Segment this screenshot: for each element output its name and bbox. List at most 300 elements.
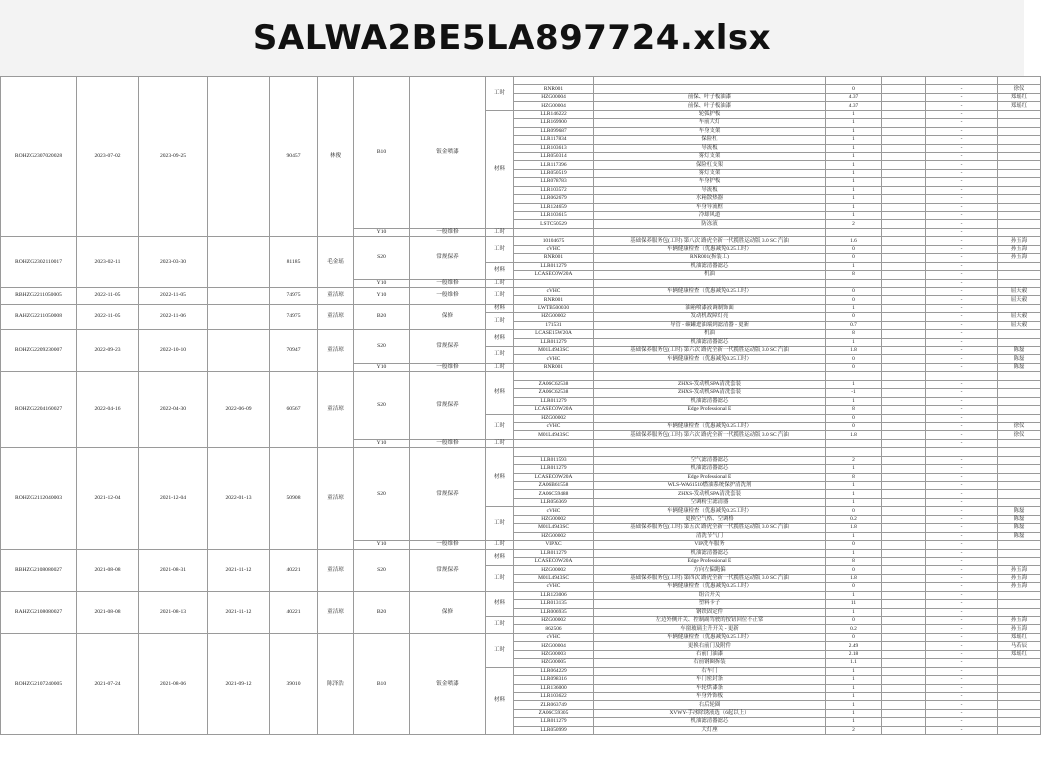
blank-cell[interactable] [882,110,926,118]
item-kind-cell[interactable]: 工时 [486,617,514,634]
blank-cell[interactable] [882,321,926,329]
item-description-cell[interactable]: XVWY-手冰除锈液选（6起以上） [594,709,826,717]
item-code-cell[interactable]: LLR098316 [514,676,594,684]
dash-cell[interactable]: - [926,566,998,574]
dash-cell[interactable]: - [926,726,998,734]
item-description-cell[interactable]: 导管 - 碳罐进油端到滤清器 - 更新 [594,321,826,329]
quantity-cell[interactable] [826,228,882,236]
technician-cell[interactable] [998,718,1041,726]
technician-cell[interactable] [998,406,1041,414]
item-kind-cell[interactable]: 工时 [486,313,514,330]
technician-cell[interactable] [998,271,1041,279]
dash-cell[interactable]: - [926,237,998,245]
dash-cell[interactable]: - [926,254,998,262]
blank-cell[interactable] [882,439,926,447]
item-code-cell[interactable]: ZA06C59488 [514,490,594,498]
item-code-cell[interactable]: cVHC [514,287,594,295]
invoice-date-cell[interactable] [208,304,270,329]
quantity-cell[interactable]: 1 [826,262,882,270]
item-code-cell[interactable]: RNR001 [514,296,594,304]
date-in-cell[interactable]: 2021-07-24 [77,633,139,734]
advisor-cell[interactable]: 童洁琼 [318,304,354,329]
technician-cell[interactable]: 郑瑶红 [998,102,1041,110]
quantity-cell[interactable] [826,279,882,287]
quantity-cell[interactable]: 1 [826,718,882,726]
blank-cell[interactable] [882,313,926,321]
date-in-cell[interactable]: 2023-07-02 [77,77,139,237]
quantity-cell[interactable]: 2.18 [826,650,882,658]
repair-type-code-cell[interactable]: B10 [354,77,410,229]
technician-cell[interactable]: 屈天毅 [998,296,1041,304]
quantity-cell[interactable]: 0 [826,414,882,422]
blank-cell[interactable] [882,549,926,557]
technician-cell[interactable] [998,338,1041,346]
technician-cell[interactable]: 陈磊 [998,507,1041,515]
blank-cell[interactable] [882,667,926,675]
item-kind-cell[interactable]: 材料 [486,372,514,414]
dash-cell[interactable]: - [926,524,998,532]
date-in-cell[interactable]: 2021-08-08 [77,549,139,591]
item-code-cell[interactable]: LLR056369 [514,498,594,506]
repair-type-cell[interactable]: 一般维修 [410,439,486,447]
dash-cell[interactable]: - [926,676,998,684]
order-number-cell[interactable]: ROHZG2204160027 [1,372,77,448]
item-description-cell[interactable] [594,414,826,422]
invoice-date-cell[interactable] [208,287,270,304]
blank-cell[interactable] [882,650,926,658]
item-description-cell[interactable]: 防冻液 [594,220,826,228]
date-in-cell[interactable]: 2022-11-05 [77,304,139,329]
order-number-cell[interactable]: ROHZG2302110017 [1,237,77,288]
item-code-cell[interactable]: LCASE15W20A [514,330,594,338]
quantity-cell[interactable]: 1.8 [826,347,882,355]
blank-cell[interactable] [882,304,926,312]
mileage-cell[interactable]: 74975 [270,304,318,329]
item-code-cell[interactable]: M01L4943SC [514,431,594,439]
repair-type-cell[interactable]: 常规保养 [410,448,486,541]
repair-type-cell[interactable]: 常规保养 [410,549,486,591]
item-code-cell[interactable]: LLR011279 [514,397,594,405]
technician-cell[interactable] [998,709,1041,717]
item-kind-cell[interactable]: 材料 [486,330,514,347]
technician-cell[interactable] [998,490,1041,498]
item-description-cell[interactable]: 右前门油漆 [594,650,826,658]
item-description-cell[interactable]: 更换右前门及附件 [594,642,826,650]
dash-cell[interactable]: - [926,642,998,650]
mileage-cell[interactable]: 81185 [270,237,318,288]
blank-cell[interactable] [882,709,926,717]
technician-cell[interactable]: 陈磊 [998,524,1041,532]
dash-cell[interactable]: - [926,600,998,608]
repair-type-cell[interactable]: 保修 [410,591,486,633]
advisor-cell[interactable]: 童洁琼 [318,591,354,633]
blank-cell[interactable] [882,355,926,363]
repair-type-cell[interactable]: 钣金喷漆 [410,77,486,229]
item-description-cell[interactable]: 轮弧护板 [594,110,826,118]
quantity-cell[interactable]: 0.2 [826,515,882,523]
repair-type-cell[interactable]: 一般维修 [410,541,486,549]
item-code-cell[interactable]: LLR011593 [514,456,594,464]
item-code-cell[interactable]: LLR078783 [514,178,594,186]
blank-cell[interactable] [882,515,926,523]
item-description-cell[interactable]: 车辆健康检查（优惠减免0.25工时） [594,355,826,363]
technician-cell[interactable] [998,667,1041,675]
item-kind-cell[interactable]: 材料 [486,667,514,735]
mileage-cell[interactable]: 40221 [270,591,318,633]
date-out-cell[interactable]: 2021-12-04 [139,448,208,549]
quantity-cell[interactable]: 0.2 [826,625,882,633]
technician-cell[interactable] [998,608,1041,616]
blank-cell[interactable] [882,591,926,599]
quantity-cell[interactable]: 1 [826,304,882,312]
blank-cell[interactable] [882,676,926,684]
item-description-cell[interactable]: 车身导流框 [594,203,826,211]
item-kind-cell[interactable]: 工时 [486,237,514,262]
dash-cell[interactable]: - [926,532,998,540]
repair-type-cell[interactable]: 一般维修 [410,279,486,287]
item-description-cell[interactable]: 雾灯支架 [594,169,826,177]
blank-cell[interactable] [882,195,926,203]
order-number-cell[interactable]: RBHZG2211050005 [1,287,77,304]
technician-cell[interactable]: 徐仪 [998,422,1041,430]
blank-cell[interactable] [882,524,926,532]
technician-cell[interactable] [998,372,1041,380]
technician-cell[interactable]: 徐仪 [998,431,1041,439]
item-description-cell[interactable]: 水箱散热器 [594,195,826,203]
blank-cell[interactable] [882,347,926,355]
blank-cell[interactable] [882,77,926,85]
mileage-cell[interactable]: 39010 [270,633,318,734]
order-number-cell[interactable]: ROHZG2209230007 [1,330,77,372]
technician-cell[interactable] [998,380,1041,388]
technician-cell[interactable] [998,110,1041,118]
quantity-cell[interactable] [826,439,882,447]
dash-cell[interactable]: - [926,144,998,152]
item-description-cell[interactable]: 机油滤清器滤芯 [594,397,826,405]
item-description-cell[interactable]: 方向左偏跑偏 [594,566,826,574]
technician-cell[interactable]: 陈磊 [998,532,1041,540]
dash-cell[interactable]: - [926,136,998,144]
dash-cell[interactable]: - [926,490,998,498]
item-code-cell[interactable]: RNR001 [514,363,594,371]
blank-cell[interactable] [882,448,926,456]
invoice-date-cell[interactable]: 2022-01-13 [208,448,270,549]
technician-cell[interactable] [998,144,1041,152]
technician-cell[interactable] [998,659,1041,667]
quantity-cell[interactable]: 0.7 [826,321,882,329]
repair-type-code-cell[interactable]: B10 [354,633,410,734]
item-code-cell[interactable]: HZG00003 [514,650,594,658]
dash-cell[interactable]: - [926,718,998,726]
item-kind-cell[interactable]: 材料 [486,549,514,566]
item-description-cell[interactable] [594,77,826,85]
repair-type-code-cell[interactable]: S20 [354,549,410,591]
item-description-cell[interactable]: 基础保养服务包(工时) 第四次 路虎全新一代揽胜运动版 3.0 SC 汽油 [594,574,826,582]
blank-cell[interactable] [882,296,926,304]
date-in-cell[interactable]: 2022-04-16 [77,372,139,448]
technician-cell[interactable] [998,304,1041,312]
item-description-cell[interactable]: 机油滤清器滤芯 [594,338,826,346]
item-description-cell[interactable]: 冷却风道 [594,212,826,220]
quantity-cell[interactable]: 0 [826,296,882,304]
quantity-cell[interactable]: 1.8 [826,431,882,439]
quantity-cell[interactable]: 0 [826,85,882,93]
item-description-cell[interactable]: 机油滤清器滤芯 [594,262,826,270]
dash-cell[interactable]: - [926,186,998,194]
blank-cell[interactable] [882,330,926,338]
repair-type-code-cell[interactable]: Y10 [354,363,410,371]
order-number-cell[interactable]: ROHZG2112040003 [1,448,77,549]
item-description-cell[interactable]: 基础保养服务包(工时) 第八次 路虎全新一代揽胜运动版 3.0 SC 汽油 [594,237,826,245]
item-code-cell[interactable]: M01L4943SC [514,574,594,582]
dash-cell[interactable]: - [926,709,998,717]
item-description-cell[interactable] [594,372,826,380]
technician-cell[interactable] [998,389,1041,397]
blank-cell[interactable] [882,642,926,650]
repair-type-cell[interactable]: 一般维修 [410,363,486,371]
item-kind-cell[interactable]: 工时 [486,507,514,541]
item-code-cell[interactable]: ZA06C62538 [514,389,594,397]
quantity-cell[interactable]: 2.49 [826,642,882,650]
quantity-cell[interactable]: 0 [826,633,882,641]
quantity-cell[interactable]: 1 [826,127,882,135]
item-kind-cell[interactable]: 工时 [486,414,514,439]
item-description-cell[interactable]: 车门密封条 [594,676,826,684]
item-code-cell[interactable]: cVHC [514,583,594,591]
dash-cell[interactable] [926,372,998,380]
dash-cell[interactable]: - [926,701,998,709]
invoice-date-cell[interactable] [208,77,270,237]
item-description-cell[interactable] [594,279,826,287]
item-code-cell[interactable]: LWTB500030 [514,304,594,312]
repair-type-cell[interactable]: 常规保养 [410,237,486,279]
repair-type-cell[interactable]: 保修 [410,304,486,329]
quantity-cell[interactable]: 8 [826,406,882,414]
technician-cell[interactable]: 郑瑶红 [998,633,1041,641]
blank-cell[interactable] [882,186,926,194]
item-code-cell[interactable]: LLR064229 [514,667,594,675]
item-description-cell[interactable] [594,85,826,93]
item-description-cell[interactable]: 右后轮圈 [594,701,826,709]
advisor-cell[interactable]: 童洁琼 [318,330,354,372]
item-description-cell[interactable] [594,296,826,304]
item-code-cell[interactable]: LLR011279 [514,338,594,346]
quantity-cell[interactable]: 8 [826,330,882,338]
dash-cell[interactable]: - [926,574,998,582]
technician-cell[interactable] [998,726,1041,734]
item-kind-cell[interactable]: 工时 [486,566,514,591]
advisor-cell[interactable]: 童洁琼 [318,287,354,304]
blank-cell[interactable] [882,220,926,228]
dash-cell[interactable]: - [926,583,998,591]
item-kind-cell[interactable]: 材料 [486,262,514,279]
item-description-cell[interactable]: 前保、叶子板油漆 [594,93,826,101]
repair-type-code-cell[interactable]: S20 [354,372,410,440]
dash-cell[interactable]: - [926,473,998,481]
repair-type-cell[interactable]: 钣金喷漆 [410,633,486,734]
repair-type-cell[interactable]: 一般维修 [410,228,486,236]
invoice-date-cell[interactable] [208,237,270,288]
item-description-cell[interactable]: 前保、叶子板油漆 [594,102,826,110]
dash-cell[interactable]: - [926,684,998,692]
blank-cell[interactable] [882,212,926,220]
blank-cell[interactable] [882,726,926,734]
repair-type-code-cell[interactable]: S20 [354,448,410,541]
blank-cell[interactable] [882,557,926,565]
repair-type-cell[interactable]: 一般维修 [410,287,486,304]
quantity-cell[interactable] [826,448,882,456]
technician-cell[interactable] [998,186,1041,194]
item-description-cell[interactable]: 组合开关 [594,591,826,599]
blank-cell[interactable] [882,431,926,439]
dash-cell[interactable]: - [926,498,998,506]
quantity-cell[interactable] [826,77,882,85]
quantity-cell[interactable]: 1 [826,161,882,169]
item-description-cell[interactable]: 空气滤清器滤芯 [594,456,826,464]
dash-cell[interactable]: - [926,465,998,473]
dash-cell[interactable]: - [926,507,998,515]
technician-cell[interactable] [998,439,1041,447]
item-description-cell[interactable]: 右前钢圈拆装 [594,659,826,667]
technician-cell[interactable]: 孙玉海 [998,245,1041,253]
blank-cell[interactable] [882,228,926,236]
technician-cell[interactable]: 陈磊 [998,347,1041,355]
item-code-cell[interactable] [514,279,594,287]
quantity-cell[interactable]: 8 [826,473,882,481]
technician-cell[interactable] [998,701,1041,709]
technician-cell[interactable] [998,212,1041,220]
technician-cell[interactable]: 孙玉海 [998,617,1041,625]
blank-cell[interactable] [882,271,926,279]
item-code-cell[interactable]: HZG00002 [514,532,594,540]
blank-cell[interactable] [882,456,926,464]
advisor-cell[interactable]: 童洁琼 [318,448,354,549]
blank-cell[interactable] [882,161,926,169]
invoice-date-cell[interactable]: 2022-06-09 [208,372,270,448]
technician-cell[interactable]: 屈天毅 [998,321,1041,329]
blank-cell[interactable] [882,85,926,93]
invoice-date-cell[interactable]: 2021-09-12 [208,633,270,734]
blank-cell[interactable] [882,701,926,709]
item-description-cell[interactable]: 车辆健康检查（优惠减免0.25工时） [594,287,826,295]
item-code-cell[interactable]: M01L4943SC [514,524,594,532]
technician-cell[interactable]: 马若辰 [998,642,1041,650]
item-description-cell[interactable]: 车身外饰板 [594,692,826,700]
date-out-cell[interactable]: 2021-08-31 [139,549,208,591]
technician-cell[interactable] [998,676,1041,684]
blank-cell[interactable] [882,119,926,127]
blank-cell[interactable] [882,237,926,245]
dash-cell[interactable]: - [926,203,998,211]
item-code-cell[interactable]: 171531 [514,321,594,329]
dash-cell[interactable]: - [926,271,998,279]
item-description-cell[interactable]: 机油滤清器滤芯 [594,465,826,473]
date-in-cell[interactable]: 2021-08-08 [77,591,139,633]
item-code-cell[interactable]: LLR050999 [514,726,594,734]
item-code-cell[interactable]: LLR103622 [514,692,594,700]
item-description-cell[interactable]: 车前大灯 [594,119,826,127]
item-code-cell[interactable]: HZG00004 [514,642,594,650]
dash-cell[interactable]: - [926,245,998,253]
order-number-cell[interactable]: ROHZG2107240005 [1,633,77,734]
technician-cell[interactable] [998,600,1041,608]
item-description-cell[interactable]: 车辆健康检查（优惠减免0.25工时） [594,507,826,515]
item-description-cell[interactable]: 发动机故障灯亮 [594,313,826,321]
item-code-cell[interactable]: LLR011279 [514,262,594,270]
item-description-cell[interactable]: 钢铁固定件 [594,608,826,616]
technician-cell[interactable] [998,465,1041,473]
item-code-cell[interactable]: LLR117834 [514,136,594,144]
item-kind-cell[interactable]: 工时 [486,287,514,304]
blank-cell[interactable] [882,718,926,726]
item-code-cell[interactable]: LLR062679 [514,195,594,203]
technician-cell[interactable]: 孙玉海 [998,583,1041,591]
technician-cell[interactable] [998,498,1041,506]
item-description-cell[interactable] [594,363,826,371]
quantity-cell[interactable]: 1 [826,692,882,700]
advisor-cell[interactable]: 陈泽浩 [318,633,354,734]
item-description-cell[interactable]: 雾灯支架 [594,152,826,160]
blank-cell[interactable] [882,178,926,186]
dash-cell[interactable]: - [926,152,998,160]
item-code-cell[interactable]: M01L4943SC [514,347,594,355]
quantity-cell[interactable]: 1.1 [826,659,882,667]
item-code-cell[interactable]: LLR169900 [514,119,594,127]
technician-cell[interactable] [998,220,1041,228]
item-code-cell[interactable]: ZA06C59305 [514,709,594,717]
mileage-cell[interactable]: 40221 [270,549,318,591]
repair-type-code-cell[interactable]: Y10 [354,287,410,304]
item-description-cell[interactable]: 基础保养服务包(工时) 第五次 路虎全新一代揽胜运动版 3.0 SC 汽油 [594,524,826,532]
quantity-cell[interactable]: 1 [826,195,882,203]
technician-cell[interactable] [998,119,1041,127]
quantity-cell[interactable]: 1 [826,465,882,473]
item-kind-cell[interactable]: 工时 [486,439,514,447]
quantity-cell[interactable]: 1 [826,498,882,506]
item-kind-cell[interactable]: 工时 [486,633,514,667]
item-code-cell[interactable]: LLR006935 [514,608,594,616]
blank-cell[interactable] [882,397,926,405]
item-code-cell[interactable]: LCASEC0W20A [514,473,594,481]
dash-cell[interactable]: - [926,608,998,616]
item-code-cell[interactable]: ZLR063749 [514,701,594,709]
blank-cell[interactable] [882,389,926,397]
repair-type-cell[interactable]: 常规保养 [410,372,486,440]
blank-cell[interactable] [882,617,926,625]
quantity-cell[interactable]: 1 [826,667,882,675]
date-in-cell[interactable]: 2023-02-11 [77,237,139,288]
quantity-cell[interactable]: 0 [826,507,882,515]
quantity-cell[interactable]: 1 [826,482,882,490]
date-out-cell[interactable]: 2022-04-30 [139,372,208,448]
item-code-cell[interactable]: cVHC [514,355,594,363]
technician-cell[interactable]: 陈磊 [998,363,1041,371]
quantity-cell[interactable]: 1 [826,532,882,540]
repair-type-cell[interactable]: 常规保养 [410,330,486,364]
item-description-cell[interactable]: 机油 [594,330,826,338]
quantity-cell[interactable]: 8 [826,271,882,279]
dash-cell[interactable]: - [926,119,998,127]
item-code-cell[interactable]: HZG00002 [514,617,594,625]
date-out-cell[interactable]: 2023-03-30 [139,237,208,288]
item-description-cell[interactable]: RNR001(拆装工) [594,254,826,262]
technician-cell[interactable] [998,549,1041,557]
date-out-cell[interactable]: 2021-08-06 [139,633,208,734]
dash-cell[interactable]: - [926,169,998,177]
blank-cell[interactable] [882,380,926,388]
blank-cell[interactable] [882,102,926,110]
repair-type-code-cell[interactable]: Y10 [354,439,410,447]
